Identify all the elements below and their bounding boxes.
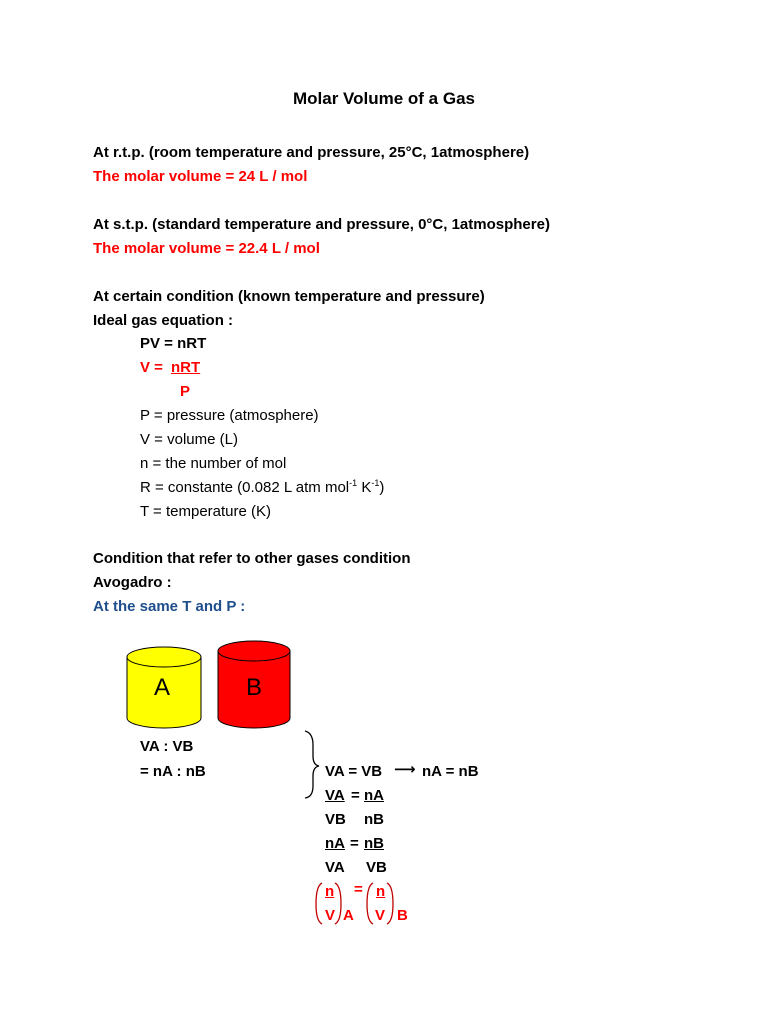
left-bracket-n-va-icon: [316, 883, 322, 924]
left-bracket-n-vb-icon: [367, 883, 373, 924]
fraction1-den-a: VB: [325, 811, 346, 828]
rtp-molar-volume: The molar volume = 24 L / mol: [93, 168, 308, 185]
right-bracket-n-vb-icon: [387, 883, 393, 924]
fraction3-num-b: n: [376, 883, 386, 900]
fraction3-den-b: V: [375, 907, 386, 924]
fraction3-sub-b: B: [397, 907, 408, 924]
other-gases-heading: Condition that refer to other gases condition: [93, 550, 411, 567]
same-t-p-label: At the same T and P :: [93, 598, 246, 615]
fraction1-equals: =: [351, 787, 360, 804]
def-r-exp1: -1: [349, 478, 358, 488]
volume-equation-lhs: V =: [140, 359, 163, 376]
ratio-moles: = nA : nB: [140, 763, 206, 780]
cylinder-a-label: A: [154, 674, 171, 701]
right-curly-brace-icon: [305, 731, 319, 798]
fraction2-den-a: VA: [325, 859, 345, 876]
fraction3-den-a: V: [325, 907, 336, 924]
fraction1-num-a: VA: [325, 787, 345, 804]
stp-heading: At s.t.p. (standard temperature and pressure, 0°C, 1atmosphere): [93, 216, 550, 233]
fraction2-den-b: VB: [366, 859, 387, 876]
equal-moles-statement: nA = nB: [422, 763, 479, 780]
def-temperature: T = temperature (K): [140, 503, 272, 520]
fraction2-num-b: nB: [364, 835, 384, 852]
def-r-exp2: -1: [371, 478, 380, 488]
fraction2-num-a: nA: [325, 835, 345, 852]
fraction3-sub-a: A: [343, 907, 354, 924]
fraction1-den-b: nB: [364, 811, 384, 828]
rtp-heading: At r.t.p. (room temperature and pressure, 25°C, 1atmosphere): [93, 144, 530, 161]
cylinder-b-label: B: [246, 674, 263, 701]
fraction3-num-a: n: [325, 883, 335, 900]
def-r-suffix: ): [379, 479, 385, 496]
ideal-gas-equation: PV = nRT: [140, 335, 207, 352]
volume-equation-numerator: nRT: [171, 359, 201, 376]
def-number-of-mol: n = the number of mol: [140, 455, 287, 472]
def-r-prefix: R = constante (0.082 L atm mol: [140, 479, 350, 496]
page-title: Molar Volume of a Gas: [292, 89, 475, 108]
equal-volume-statement: VA = VB: [325, 763, 383, 780]
ideal-gas-label: Ideal gas equation :: [93, 312, 234, 329]
ratio-volume: VA : VB: [140, 738, 194, 755]
fraction2-equals: =: [350, 835, 359, 852]
def-pressure: P = pressure (atmosphere): [140, 407, 319, 424]
certain-condition-heading: At certain condition (known temperature and pressure): [93, 288, 485, 305]
def-r-mid: K: [357, 479, 372, 496]
def-volume: V = volume (L): [140, 431, 238, 448]
implies-arrow: ⟶: [394, 761, 416, 778]
avogadro-label: Avogadro :: [93, 574, 172, 591]
stp-molar-volume: The molar volume = 22.4 L / mol: [93, 240, 320, 257]
right-bracket-n-va-icon: [335, 883, 341, 924]
fraction3-equals: =: [354, 881, 363, 898]
volume-equation-denominator: P: [180, 383, 191, 400]
fraction1-num-b: nA: [364, 787, 384, 804]
